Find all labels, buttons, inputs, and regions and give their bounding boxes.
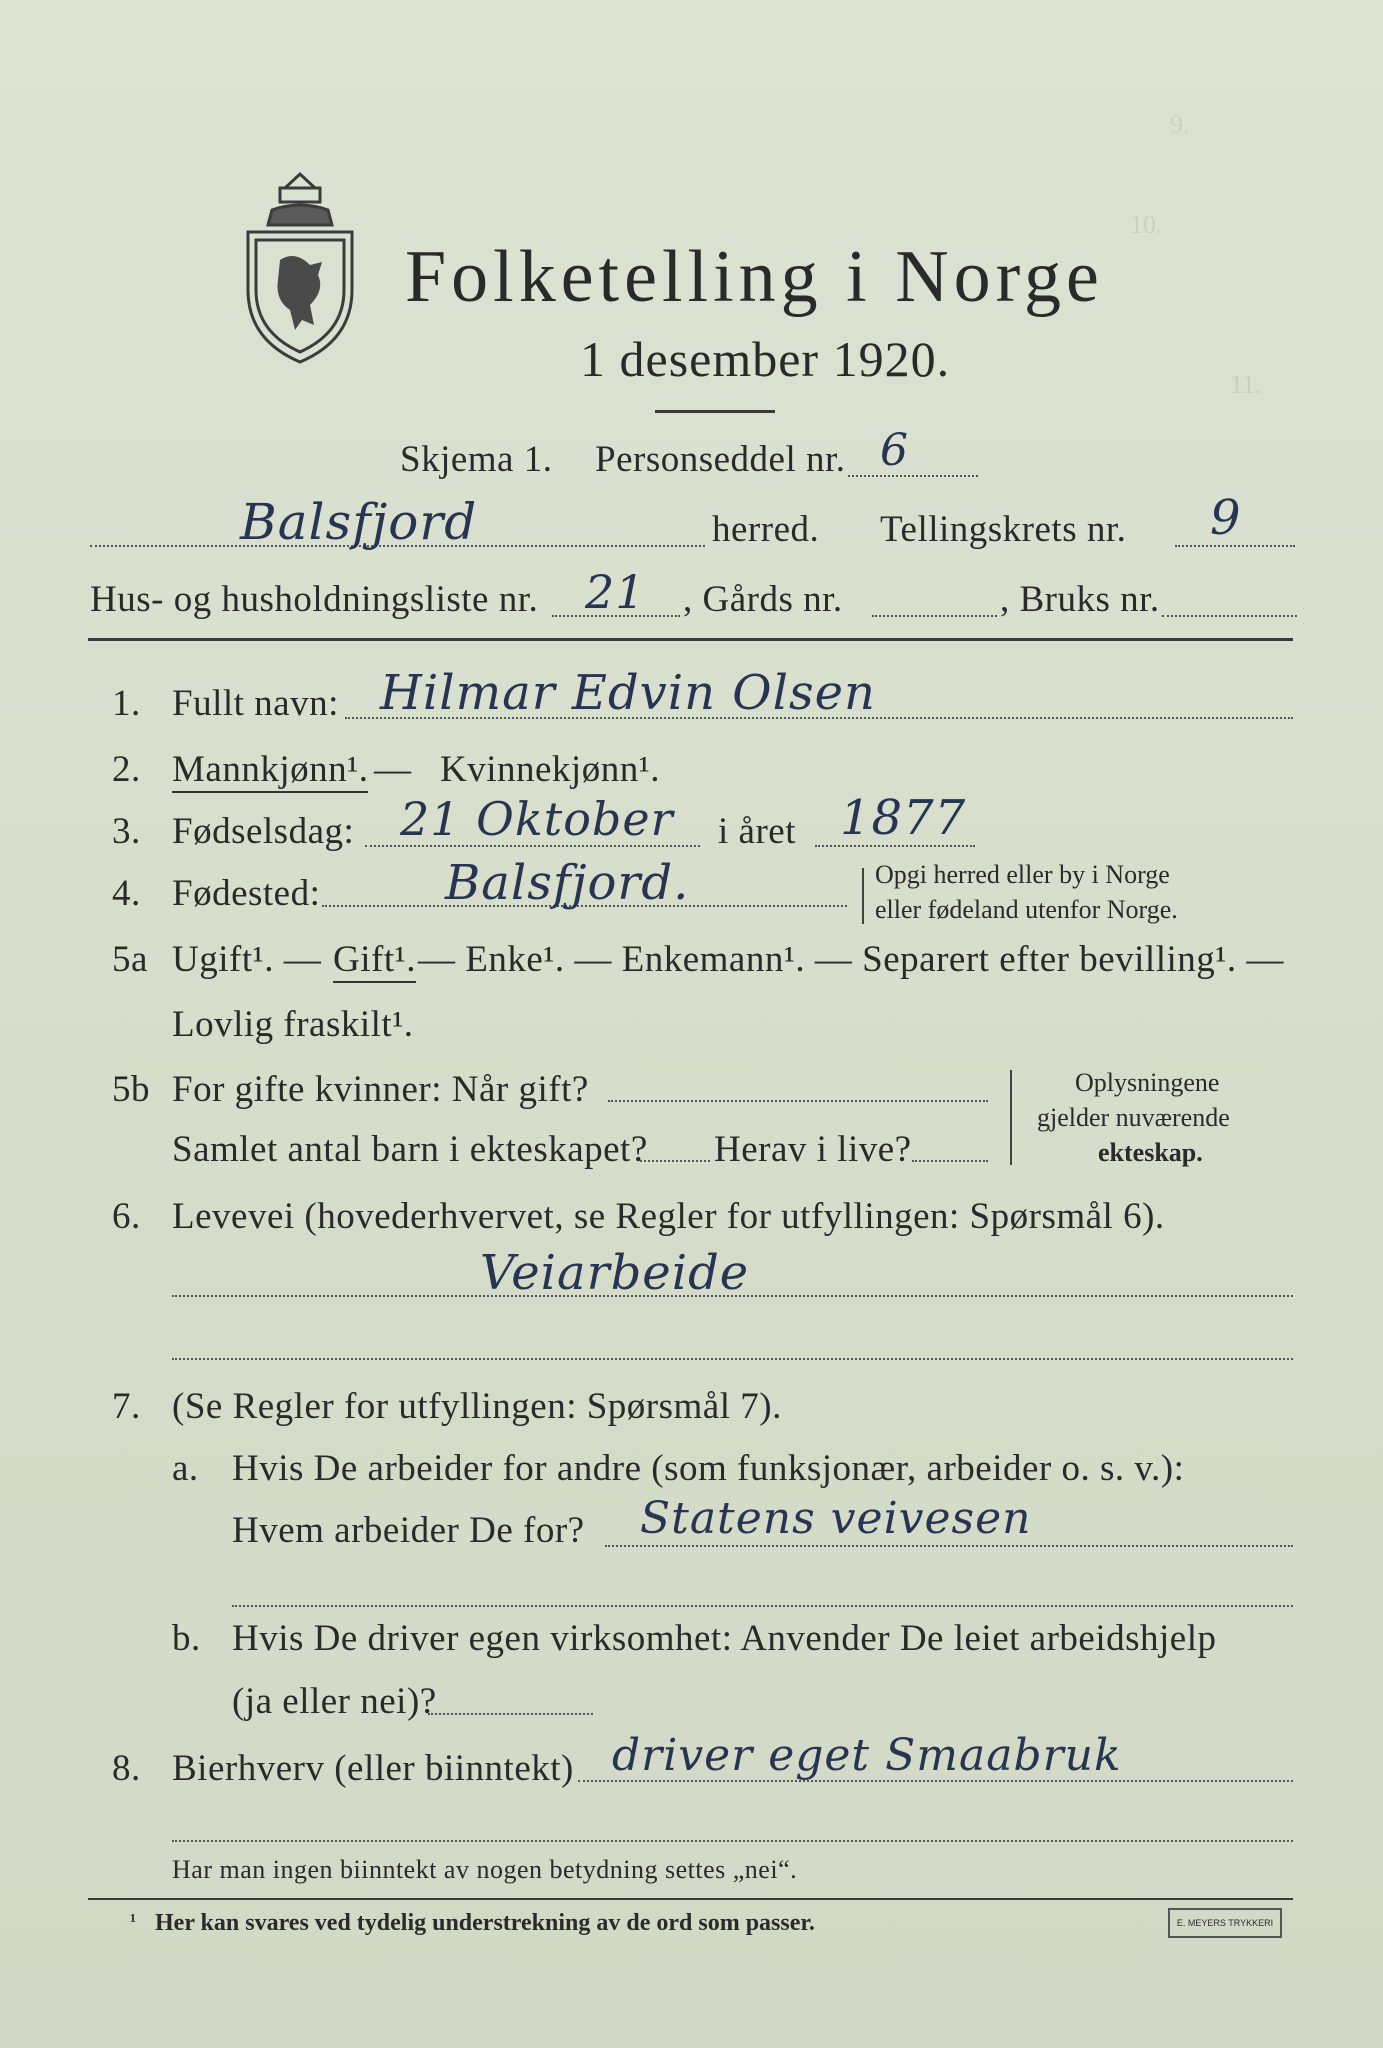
husliste-label: Hus- og husholdningsliste nr. [90,579,539,620]
q5a-number: 5a [112,939,148,980]
birthplace-note-2: eller fødeland utenfor Norge. [875,895,1178,924]
year-label: i året [718,811,796,852]
q3-label: Fødselsdag: [172,811,355,852]
q1-number: 1. [112,683,141,724]
bleed-through-text: 10. [1130,210,1163,239]
q6-label: Levevei (hovederhvervet, se Regler for utfyllingen: Spørsmål 6). [172,1196,1165,1237]
q7b-text: Hvis De driver egen virksomhet: Anvender De leiet arbeidshjelp [232,1618,1217,1659]
q5b-note-3: ekteskap. [1098,1138,1203,1167]
norway-coat-of-arms-icon [240,170,360,370]
full-name-value: Hilmar Edvin Olsen [380,665,876,721]
census-date: 1 desember 1920. [580,331,951,387]
bruks-field[interactable] [1162,615,1297,617]
q5b-number: 5b [112,1069,150,1110]
q4-label: Fødested: [172,873,321,914]
personseddel-label: Personseddel nr. [595,439,846,480]
personseddel-field[interactable] [848,475,978,477]
children-total-field[interactable] [640,1160,710,1162]
header-rule [88,638,1293,641]
herred-value: Balsfjord [240,493,478,551]
printer-stamp: E. MEYERS TRYKKERI [1168,1908,1282,1938]
children-alive-label: Herav i live? [714,1129,912,1170]
q2-separator: — [374,749,412,790]
form-title: Folketelling i Norge [405,236,1104,318]
employer-field[interactable] [605,1545,1293,1547]
gards-label: , Gårds nr. [683,579,843,620]
tellingskrets-label: Tellingskrets nr. [880,509,1127,550]
married-when-label: For gifte kvinner: Når gift? [172,1069,589,1110]
side-income-field-2[interactable] [172,1840,1293,1842]
tellingskrets-value: 9 [1210,490,1242,546]
bleed-through-text: 11. [1230,370,1262,399]
occupation-value: Veiarbeide [480,1245,750,1301]
q2-number: 2. [112,749,141,790]
birthplace-brace [862,868,864,924]
q5b-note-2: gjelder nuværende [1037,1103,1230,1132]
bruks-label: , Bruks nr. [1000,579,1160,620]
q8-label: Bierhverv (eller biinntekt) [172,1748,574,1789]
option-married-underlined[interactable]: Gift¹. [333,938,416,983]
birthplace-value: Balsfjord. [445,855,690,911]
footer-rule [88,1898,1293,1900]
option-divorced[interactable]: Lovlig fraskilt¹. [172,1004,414,1045]
option-female[interactable]: Kvinnekjønn¹. [440,749,661,790]
q8-number: 8. [112,1748,141,1789]
bleed-through-text: 9. [1170,110,1190,139]
marital-options[interactable]: — Enke¹. — Enkemann¹. — Separert efter bevilling¹. — [418,939,1284,980]
option-male-underlined[interactable]: Mannkjønn¹. [172,748,368,793]
birthday-value: 21 Oktober [400,792,674,846]
occupation-field-2[interactable] [172,1358,1293,1360]
q7-number: 7. [112,1386,141,1427]
title-divider [655,410,775,413]
q6-number: 6. [112,1196,141,1237]
no-income-note: Har man ingen biinntekt av nogen betydning settes „nei“. [172,1855,798,1884]
children-total-label: Samlet antal barn i ekteskapet? [172,1129,648,1170]
q1-label: Fullt navn: [172,683,339,724]
q3-number: 3. [112,811,141,852]
q7a-letter: a. [172,1448,199,1489]
q7b-letter: b. [172,1618,201,1659]
footnote-text: Her kan svares ved tydelig understrekning av de ord som passer. [155,1910,815,1936]
q7-label: (Se Regler for utfyllingen: Spørsmål 7). [172,1386,782,1427]
schema-label: Skjema 1. [400,439,553,480]
option-unmarried[interactable]: Ugift¹. — [172,939,322,980]
married-when-field[interactable] [608,1100,988,1102]
q4-number: 4. [112,873,141,914]
q5b-brace [1010,1070,1012,1165]
birth-year-value: 1877 [840,790,967,846]
husliste-value: 21 [585,565,646,619]
footnote-mark: ¹ [130,1910,136,1932]
side-income-value: driver eget Smaabruk [612,1730,1122,1781]
employer-field-2[interactable] [232,1605,1293,1607]
children-alive-field[interactable] [912,1160,988,1162]
gards-field[interactable] [872,615,997,617]
hired-help-label: (ja eller nei)? [232,1681,437,1722]
employer-value: Statens veivesen [640,1493,1032,1544]
q5b-note-1: Oplysningene [1075,1068,1220,1097]
employer-label: Hvem arbeider De for? [232,1510,585,1551]
birthplace-note-1: Opgi herred eller by i Norge [875,860,1170,889]
personseddel-value: 6 [880,425,909,476]
q7a-text: Hvis De arbeider for andre (som funksjonær, arbeider o. s. v.): [232,1448,1185,1489]
herred-label: herred. [712,509,820,550]
hired-help-field[interactable] [428,1713,593,1715]
occupation-field-1[interactable] [172,1295,1293,1297]
